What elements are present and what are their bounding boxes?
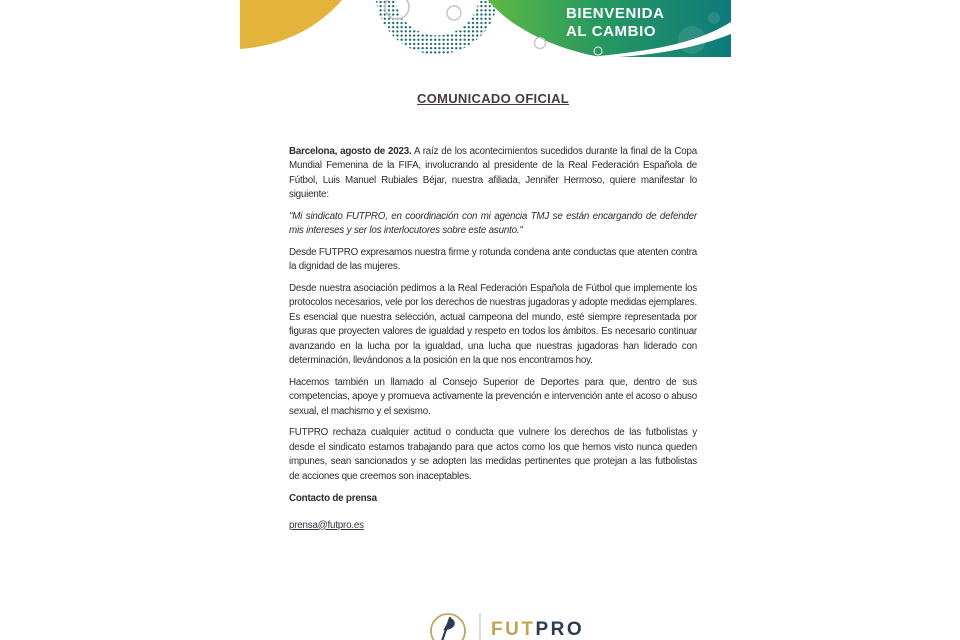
futpro-logo <box>425 610 584 640</box>
brand-wordmark <box>491 619 584 640</box>
futpro-logo-icon <box>425 610 471 640</box>
paragraph-peticion-rfef: Desde nuestra asociación pedimos a la Real Federación Española de Fútbol que implemente los protocolos necesarios, vele por los derechos de nuestras jugadoras y adopte medidas ejemplares. Es esencial que nuestra selección, actual campeona del mundo, esté siempre representada por figuras que proyecten valores de igualdad y respeto en todos los ámbitos. Es necesario continuar avanzando en la lucha por la igualdad, una lucha que nuestras jugadoras han liderado con determinación, llevándonos a la posición en la que nos encontramos hoy. <box>289 282 697 366</box>
banner-slogan <box>566 5 665 41</box>
paragraph-condena: Desde FUTPRO expresamos nuestra firme y rotunda condena ante conductas que atenten contra la dignidad de las mujeres. <box>289 246 697 272</box>
paragraph-rechazo: FUTPRO rechaza cualquier actitud o conducta que vulnere los derechos de las futbolistas y desde el sindicato estamos trabajando para que actos como los que hemos visto nunca queden impunes, sean sancionados y se adopten las medidas pertinentes que protejan a las futbolistas de acciones que creemos son inaceptables. <box>289 427 697 482</box>
quote-paragraph: "Mi sindicato FUTPRO, en coordinación con mi agencia TMJ se están encargando de defender mis intereses y ser los interlocutores sobre este asunto." <box>289 210 697 236</box>
paragraph-csd: Hacemos también un llamado al Consejo Superior de Deportes para que, dentro de sus competencias, apoye y promueva activamente la prevención e intervención ante el acoso o abuso sexual, el machismo y el sexismo. <box>289 376 697 417</box>
brand-pro: PRO <box>535 619 585 640</box>
logo-p-bowl <box>443 618 454 630</box>
outline-circle-tiny <box>535 38 546 49</box>
intro-text: A raíz de los acontecimientos sucedidos durante la final de la Copa Mundial Femenina de la FIFA, involucrando al presidente de la Real Federación Española de Fútbol, Luis Manuel Rubiales Béjar, nuestra afiliada, Jennifer Hermoso, quiere manifestar lo siguiente: <box>289 145 697 200</box>
dotted-crescent <box>385 0 489 45</box>
contact-heading: Contacto de prensa <box>289 493 377 504</box>
header-banner <box>240 0 731 57</box>
yellow-wave-shape <box>240 0 342 49</box>
page-title: COMUNICADO OFICIAL <box>417 91 569 106</box>
banner-slogan-line2: AL CAMBIO <box>566 23 657 40</box>
intro-paragraph <box>289 145 697 203</box>
banner-slogan-line1: BIENVENIDA <box>566 5 665 22</box>
contact-email-link[interactable]: prensa@futpro.es <box>289 519 364 531</box>
document-body <box>289 92 697 533</box>
intro-dateline: Barcelona, agosto de 2023. <box>289 145 412 157</box>
logo-divider <box>479 613 481 640</box>
brand-fut: FUT <box>491 619 536 640</box>
outline-circle-small <box>447 6 461 20</box>
